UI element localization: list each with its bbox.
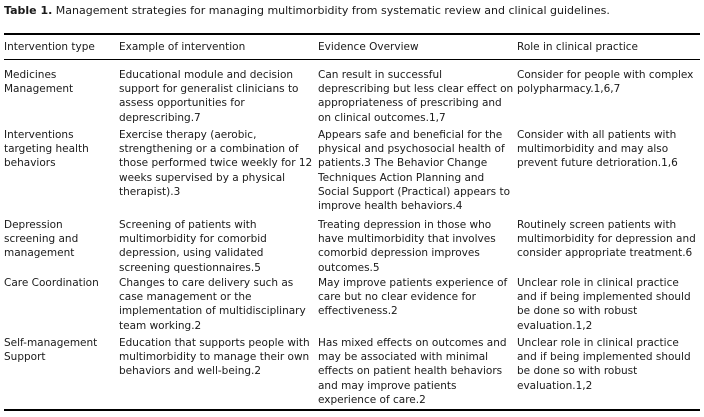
table-row-role: Consider for people with complex polypharmacy.1,6,7 xyxy=(517,69,694,96)
table-row-example: Screening of patients with multimorbidity for comorbid depression, using validated screening questionnaires.5 xyxy=(119,219,267,274)
header-example-of-intervention: Example of intervention xyxy=(119,41,246,53)
table-row-role: Consider with all patients with multimorbidity and may also prevent future detrioration.1,6 xyxy=(517,129,678,170)
table-row-type: Care Coordination xyxy=(4,277,99,289)
table-row-example: Changes to care delivery such as case management or the implementation of multidisciplinary team working.2 xyxy=(119,277,306,332)
table-row-role: Unclear role in clinical practice and if being implemented should be done so with robust evaluation.1,2 xyxy=(517,277,691,332)
table-caption xyxy=(4,3,700,18)
table-row-type: Depression screening and management xyxy=(4,219,79,260)
table-bottom-rule xyxy=(4,409,700,411)
table-row-evidence: Has mixed effects on outcomes and may be associated with minimal effects on patient health behaviors and may improve patients experience of care.2 xyxy=(318,337,507,406)
table-row-type: Interventions targeting health behaviors xyxy=(4,129,89,170)
table-row-example: Exercise therapy (aerobic, strengthening or a combination of those performed twice weekly for 12 weeks supervised by a physical therapist).3 xyxy=(119,129,313,198)
table-row-evidence: May improve patients experience of care but no clear evidence for effectiveness.2 xyxy=(318,277,508,318)
header-divider-rule xyxy=(4,59,700,60)
table-caption-label: Table 1. xyxy=(4,4,53,17)
table-row-type: Medicines Management xyxy=(4,69,74,96)
table-row-role: Unclear role in clinical practice and if being implemented should be done so with robust evaluation.1,2 xyxy=(517,337,691,392)
header-intervention-type: Intervention type xyxy=(4,41,95,53)
header-role-in-clinical-practice: Role in clinical practice xyxy=(517,41,638,53)
table-top-rule xyxy=(4,33,700,35)
table-caption-text: Management strategies for managing multimorbidity from systematic review and clinical guidelines. xyxy=(55,4,610,17)
header-evidence-overview: Evidence Overview xyxy=(318,41,419,53)
table-row-example: Education that supports people with multimorbidity to manage their own behaviors and well-being.2 xyxy=(119,337,310,378)
table-row-type: Self-management Support xyxy=(4,337,98,364)
table-row-evidence: Appears safe and beneficial for the physical and psychosocial health of patients.3 The Behavior Change Techniques Action Planning and Social Support (Practical) appears to improve health behaviors.4 xyxy=(318,129,510,213)
table-row-evidence: Treating depression in those who have multimorbidity that involves comorbid depression improves outcomes.5 xyxy=(318,219,496,274)
table-row-example: Educational module and decision support for generalist clinicians to assess opportunities for deprescribing.7 xyxy=(119,69,299,124)
table-row-evidence: Can result in successful deprescribing but less clear effect on appropriateness of prescribing and on clinical outcomes.1,7 xyxy=(318,69,514,124)
table-row-role: Routinely screen patients with multimorbidity for depression and consider appropriate treatment.6 xyxy=(517,219,696,260)
